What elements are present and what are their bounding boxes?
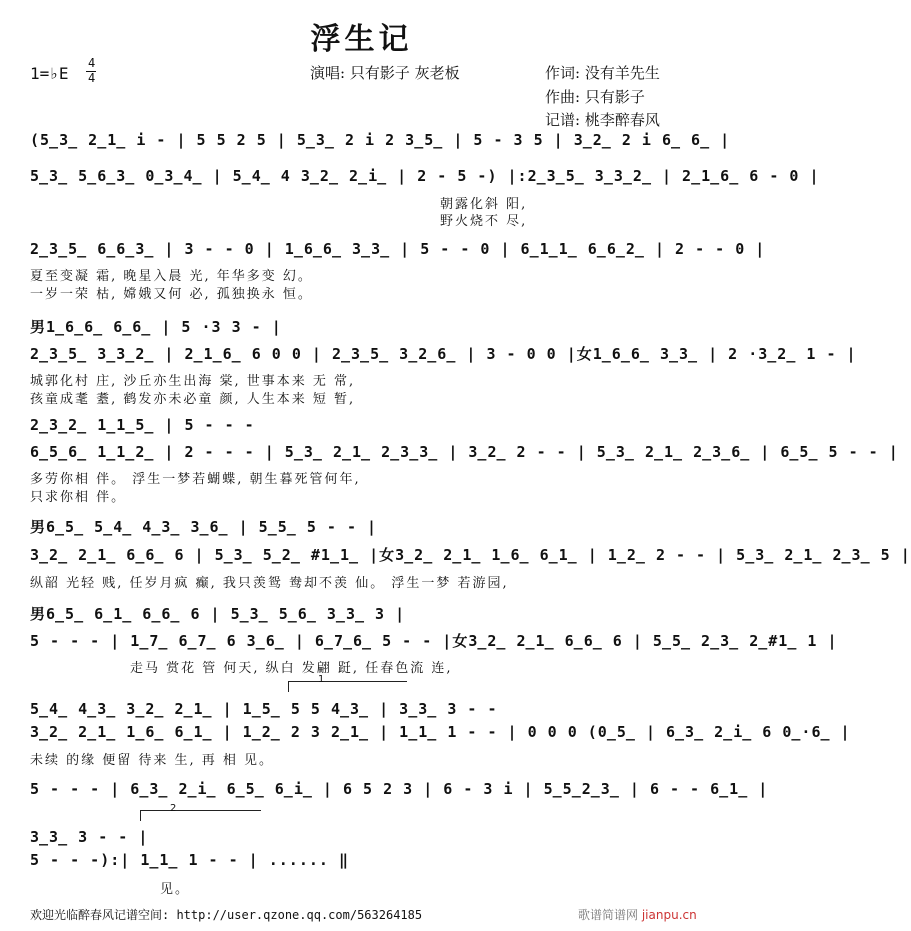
volta-label-1: 1 [318,674,325,685]
notation-row-r5: 6̲5̲6̲ 1̲1̲2̲ | 2 - - - | 5̲3̲ 2̲1̲ 2̲3̲3̲ | 3̲2̲ 2 - - | 5̲3̲ 2̲1̲ 2̲3̲6̲ | 6̲5̲ 5 - - | [30,443,899,461]
notation-row-r2: 5̲3̲ 5̲6̲3̲ 0̲3̲4̲ | 5̲4̲ 4 3̲2̲ 2̲i̲ | 2 - 5 -) |:2̲3̲5̲ 3̲3̲2̲ | 2̲1̲6̲ 6 - 0 | [30,167,820,185]
notation-row-r1: (5̲3̲ 2̲1̲ i - | 5 5 2 5 | 5̲3̲ 2 i 2 3̲5̲ | 5 - 3 5 | 3̲2̲ 2 i 6̲ 6̲ | [30,131,731,149]
lyric-line-l11: 未续 的缘 便留 待来 生, 再 相 见。 [30,753,275,768]
notation-row-r6a: 男6̲5̲ 5̲4̲ 4̲3̲ 3̲6̲ | 5̲5̲ 5 - - | [30,518,378,536]
singer-credit: 演唱: 只有影子 灰老板 [310,64,460,82]
lyricist-credit: 作词: 没有羊先生 [545,64,660,82]
volta-label-2: 2 [170,803,177,814]
notation-row-r4a: 男1̲6̲6̲ 6̲6̲ | 5 ·3 3 - | [30,318,282,336]
lyric-line-l9: 纵韶 光轻 贱, 任岁月疯 癫, 我只羡鸳 鸯却不羡 仙。 浮生一梦 若游园, [30,576,509,591]
volta-bracket-2 [140,810,261,821]
notation-row-r8a: 5̲4̲ 4̲3̲ 3̲2̲ 2̲1̲ | 1̲5̲ 5 5 4̲3̲ | 3̲3̲ 3 - - [30,700,498,718]
time-signature-bottom: 4 [88,71,96,85]
watermark-site-name: 歌谱简谱网 [578,908,639,922]
lyric-line-l6: 孩童成耄 耋, 鹤发亦未必童 颜, 人生本来 短 暂, [30,392,356,407]
lyric-line-l3: 夏至变凝 霜, 晚星入晨 光, 年华多变 幻。 [30,269,313,284]
lyric-line-l2: 野火烧不 尽, [440,214,528,229]
notation-row-r9: 5 - - - | 6̲3̲ 2̲i̲ 6̲5̲ 6̲i̲ | 6 5 2 3 | 6 - 3 i | 5̲5̲2̲3̲ | 6 - - 6̲1̲ | [30,780,769,798]
lyric-line-l10: 走马 赏花 管 何天, 纵白 发翩 跹, 任春色流 连, [130,661,453,676]
notation-row-r7b: 5 - - - | 1̲7̲ 6̲7̲ 6 3̲6̲ | 6̲7̲6̲ 5 - - |女3̲2̲ 2̲1̲ 6̲6̲ 6 | 5̲5̲ 2̲3̲ 2̲#1̲ 1 | [30,632,838,650]
volta-bracket-1 [288,681,407,692]
song-title: 浮生记 [310,22,413,57]
watermark-domain: jianpu.cn [641,908,697,922]
time-signature-top: 4 [88,56,96,70]
notation-row-r6: 3̲2̲ 2̲1̲ 6̲6̲ 6 | 5̲3̲ 5̲2̲ #1̲1̲ |女3̲2̲ 2̲1̲ 1̲6̲ 6̲1̲ | 1̲2̲ 2 - - | 5̲3̲ 2̲1̲ 2̲3̲ 5 | [30,546,911,564]
watermark [578,906,697,923]
lyric-line-l4: 一岁一荣 枯, 嫦娥又何 必, 孤独换永 恒。 [30,287,313,302]
notation-row-r7: 男6̲5̲ 6̲1̲ 6̲6̲ 6 | 5̲3̲ 5̲6̲ 3̲3̲ 3 | [30,605,406,623]
notation-row-r8: 3̲2̲ 2̲1̲ 1̲6̲ 6̲1̲ | 1̲2̲ 2 3 2̲1̲ | 1̲1̲ 1 - - | 0 0 0 (0̲5̲ | 6̲3̲ 2̲i̲ 6 0̲·6̲ | [30,723,851,741]
notation-row-r5a: 2̲3̲2̲ 1̲1̲5̲ | 5 - - - [30,416,255,434]
lyric-line-l1: 朝露化斜 阳, [440,197,528,212]
lyric-line-l7: 多劳你相 伴。 浮生一梦若蝴蝶, 朝生暮死管何年, [30,472,361,487]
notation-row-r10a: 3̲3̲ 3 - - | [30,828,149,846]
lyric-line-l12: 见。 [160,882,191,897]
lyric-line-l8: 只求你相 伴。 [30,490,127,505]
footer-text: 欢迎光临醉春风记谱空间: http://user.qzone.qq.com/563264185 [30,908,423,922]
composer-credit: 作曲: 只有影子 [545,88,645,106]
notation-row-r4: 2̲3̲5̲ 3̲3̲2̲ | 2̲1̲6̲ 6 0 0 | 2̲3̲5̲ 3̲2̲6̲ | 3 - 0 0 |女1̲6̲6̲ 3̲3̲ | 2 ·3̲2̲ 1 - | [30,345,857,363]
lyric-line-l5: 城郭化村 庄, 沙丘亦生出海 棠, 世事本来 无 常, [30,374,356,389]
notation-row-r10: 5 - - -):| 1̲1̲ 1 - - | ...... ‖ [30,851,349,869]
key-signature: 1=♭E [30,64,69,83]
transcriber-credit: 记谱: 桃李醉春风 [545,111,660,129]
notation-row-r3: 2̲3̲5̲ 6̲6̲3̲ | 3 - - 0 | 1̲6̲6̲ 3̲3̲ | 5 - - 0 | 6̲1̲1̲ 6̲6̲2̲ | 2 - - 0 | [30,240,766,258]
